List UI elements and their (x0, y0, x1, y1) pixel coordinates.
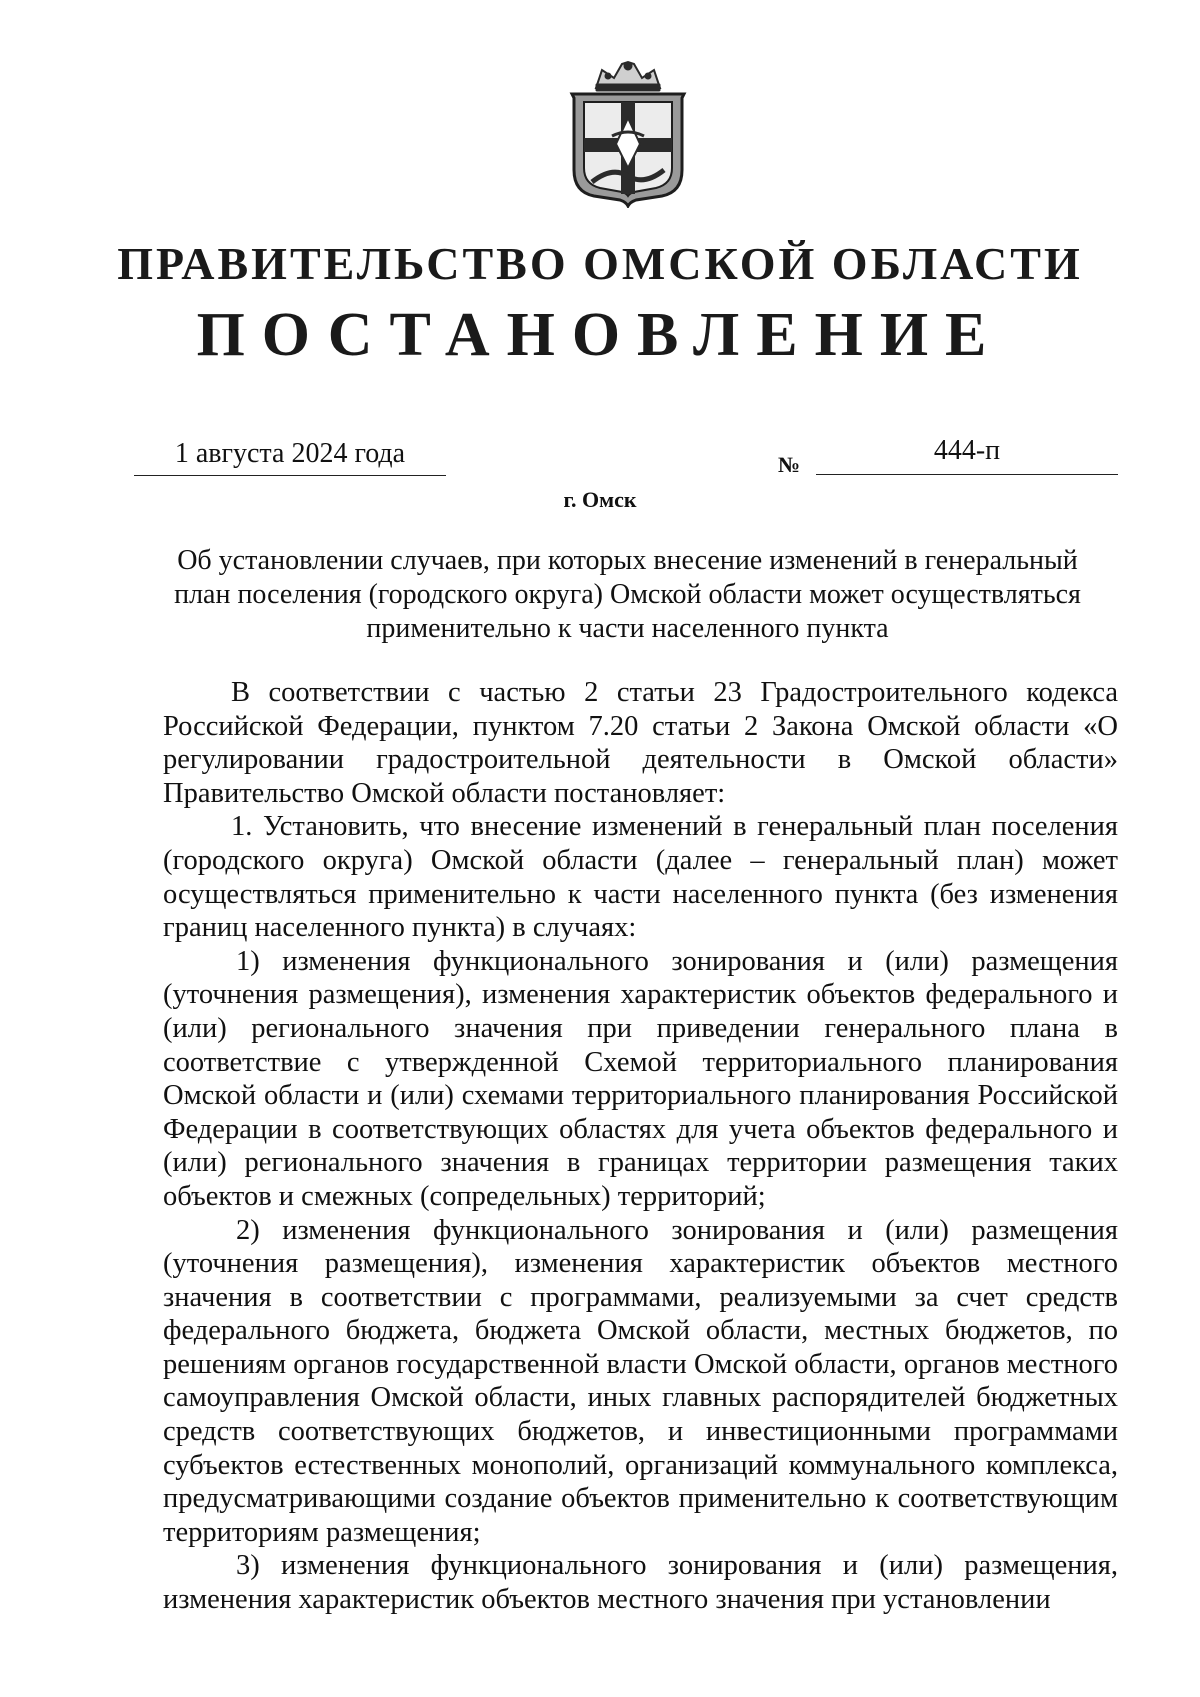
document-number: 444-п (816, 432, 1118, 475)
document-date: 1 августа 2024 года (134, 435, 446, 476)
item-2-paragraph: 2) изменения функционального зонирования и (или) размещения (уточнения размещения), изменения характеристик объектов местного значения в соответствии с программами, реализуемыми за счет средств федерального бюджета, бюджета Омской области, местных бюджетов, по решениям органов государственной власти Омской области, органов местного самоуправления Омской области, иных главных распорядителей бюджетных средств соответствующих бюджетов, и инвестиционными программами субъектов естественных монополий, организаций коммунального комплекса, предусматривающими создание объектов применительно к соответствующим территориям размещения; (163, 1214, 1118, 1548)
document-type: ПОСТАНОВЛЕНИЕ (196, 301, 1004, 369)
document-body (163, 676, 1118, 1617)
document-city: г. Омск (563, 487, 637, 512)
document-title: Об установлении случаев, при которых внесение изменений в генеральный план поселения (городского округа) Омской области может осуществляться применительно к части населенного пункта (174, 545, 1081, 644)
item-1-paragraph: 1) изменения функционального зонирования и (или) размещения (уточнения размещения), изменения характеристик объектов федерального и (или) регионального значения при приведении генерального плана в соответствие с утвержденной Схемой территориального планирования Омской области и (или) схемами территориального планирования Российской Федерации в соответствующих областях для учета объектов федерального и (или) регионального значения в границах территории размещения таких объектов и смежных (сопредельных) территорий; (163, 945, 1118, 1212)
item-3-paragraph: 3) изменения функционального зонирования и (или) размещения, изменения характеристик объектов местного значения при установлении (163, 1550, 1118, 1616)
preamble-paragraph: В соответствии с частью 2 статьи 23 Градостроительного кодекса Российской Федерации, пунктом 7.20 статьи 2 Закона Омской области «О регулировании градостроительной деятельности в Омской области» Правительство Омской области постановляет: (163, 677, 1118, 809)
omsk-oblast-coat-of-arms-icon (562, 58, 694, 208)
government-name: ПРАВИТЕЛЬСТВО ОМСКОЙ ОБЛАСТИ (117, 238, 1083, 289)
clause-1-paragraph: 1. Установить, что внесение изменений в генеральный план поселения (городского округа) Омской области (далее – генеральный план) может осуществляться применительно к части населенного пункта (без изменения границ населенного пункта) в случаях: (163, 811, 1118, 944)
number-sign: № (778, 452, 801, 477)
